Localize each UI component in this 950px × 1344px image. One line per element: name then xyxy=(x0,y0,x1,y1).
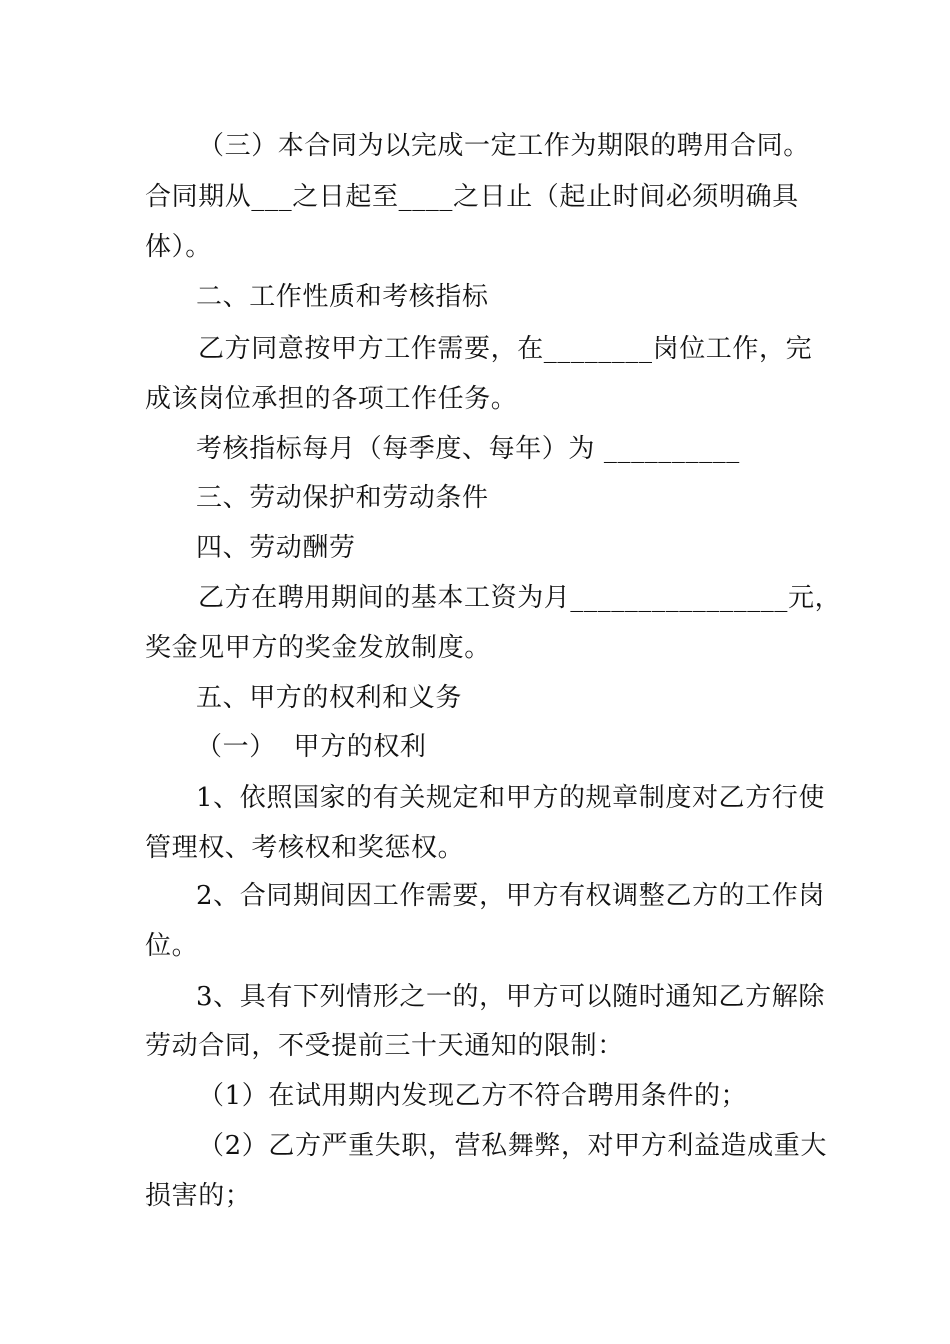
salary-line-1: 乙方在聘用期间的基本工资为月________________元， xyxy=(198,583,842,613)
right-three-line-1: 3、具有下列情形之一的，甲方可以随时通知乙方解除 xyxy=(196,982,825,1012)
work-position-line-1: 乙方同意按甲方工作需要，在________岗位工作，完 xyxy=(198,334,813,364)
section-five-heading: 五、甲方的权利和义务 xyxy=(196,683,463,713)
right-one-line-1: 1、依照国家的有关规定和甲方的规章制度对乙方行使 xyxy=(196,783,825,813)
clause-three-line-2: 合同期从___之日起至____之日止（起止时间必须明确具 xyxy=(145,182,799,212)
right-three-line-2: 劳动合同，不受提前三十天通知的限制： xyxy=(145,1031,624,1061)
condition-two-line-1: （2）乙方严重失职，营私舞弊，对甲方利益造成重大 xyxy=(198,1131,827,1161)
right-two-line-2: 位。 xyxy=(145,931,199,961)
condition-two-line-2: 损害的； xyxy=(145,1181,252,1211)
section-three-heading: 三、劳动保护和劳动条件 xyxy=(196,483,489,513)
section-two-heading: 二、工作性质和考核指标 xyxy=(196,282,489,312)
clause-three-line-1: （三）本合同为以完成一定工作为期限的聘用合同。 xyxy=(198,131,810,161)
section-four-heading: 四、劳动酬劳 xyxy=(196,533,356,563)
condition-one-line: （1）在试用期内发现乙方不符合聘用条件的； xyxy=(198,1081,748,1111)
right-one-line-2: 管理权、考核权和奖惩权。 xyxy=(145,833,465,863)
clause-three-line-3: 体）。 xyxy=(145,232,212,262)
right-two-line-1: 2、合同期间因工作需要，甲方有权调整乙方的工作岗 xyxy=(196,881,825,911)
subsection-one-heading: （一） 甲方的权利 xyxy=(196,732,427,762)
salary-line-2: 奖金见甲方的奖金发放制度。 xyxy=(145,633,491,663)
work-position-line-2: 成该岗位承担的各项工作任务。 xyxy=(145,384,518,414)
assessment-index-line: 考核指标每月（每季度、每年）为 __________ xyxy=(196,434,740,464)
